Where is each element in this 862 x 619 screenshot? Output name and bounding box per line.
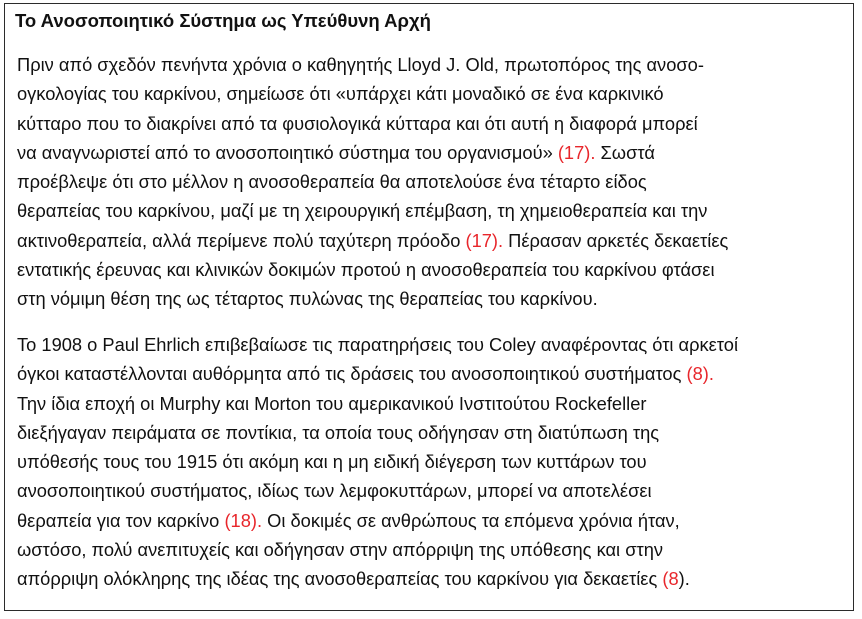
text-segment: θεραπείας του καρκίνου, μαζί με τη χειρουργική επέμβαση, τη χημειοθεραπεία και την: [17, 200, 708, 222]
text-line: [17, 167, 849, 196]
text-segment: προέβλεψε ότι στο μέλλον η ανοσοθεραπεία θα αποτελούσε ένα τέταρτο είδος: [17, 171, 647, 193]
text-line: [17, 255, 849, 284]
text-line: [17, 476, 849, 505]
text-segment: στη νόμιμη θέση της ως τέταρτος πυλώνας της θεραπείας του καρκίνου.: [17, 288, 598, 310]
citation-ref: (18).: [224, 509, 263, 531]
text-line: [17, 284, 849, 313]
text-segment: ανοσοποιητικού συστήματος, ιδίως των λεμφοκυττάρων, μπορεί να αποτελέσει: [17, 480, 652, 502]
paragraph-2: [17, 330, 849, 594]
text-segment: ογκολογίας του καρκίνου, σημείωσε ότι «υπάρχει κάτι μοναδικό σε ένα καρκινικό: [17, 83, 664, 105]
text-line: [17, 50, 849, 79]
citation-ref: (17).: [465, 229, 504, 251]
text-segment: εντατικής έρευνας και κλινικών δοκιμών προτού η ανοσοθεραπεία του καρκίνου φτάσει: [17, 259, 715, 281]
text-segment: Την ίδια εποχή οι Murphy και Morton του αμερικανικού Ινστιτούτου Rockefeller: [17, 392, 647, 414]
text-line: [17, 109, 849, 138]
paragraph-1: [17, 50, 849, 314]
text-line: [17, 226, 849, 255]
text-line: [17, 447, 849, 476]
text-segment: θεραπεία για τον καρκίνο: [17, 509, 225, 531]
text-segment: να αναγνωριστεί από το ανοσοποιητικό σύστημα του οργανισμού»: [17, 141, 558, 163]
text-line: [17, 389, 849, 418]
text-line: [17, 506, 849, 535]
text-line: [17, 418, 849, 447]
text-line: [17, 138, 849, 167]
citation-ref: (8: [662, 568, 679, 590]
text-segment: Σωστά: [595, 141, 655, 163]
text-line: [17, 535, 849, 564]
text-segment: Πέρασαν αρκετές δεκαετίες: [503, 229, 729, 251]
text-line: [17, 196, 849, 225]
text-line: [17, 564, 849, 593]
text-segment: ωστόσο, πολύ ανεπιτυχείς και οδήγησαν στην απόρριψη της υπόθεσης και στην: [17, 539, 664, 561]
text-segment: διεξήγαγαν πειράματα σε ποντίκια, τα οποία τους οδήγησαν στη διατύπωση της: [17, 421, 660, 443]
citation-ref: (17).: [557, 141, 596, 163]
text-segment: ακτινοθεραπεία, αλλά περίμενε πολύ ταχύτερη πρόοδο: [17, 229, 466, 251]
text-line: [17, 359, 849, 388]
text-segment: απόρριψη ολόκληρης της ιδέας της ανοσοθεραπείας του καρκίνου για δεκαετίες: [17, 568, 663, 590]
text-segment: κύτταρο που το διακρίνει από τα φυσιολογικά κύτταρα και ότι αυτή η διαφορά μπορεί: [17, 112, 698, 134]
text-segment: υπόθεσής τους του 1915 ότι ακόμη και η μη ειδική διέγερση των κυττάρων του: [17, 451, 647, 473]
text-segment: Οι δοκιμές σε ανθρώπους τα επόμενα χρόνια ήταν,: [262, 509, 680, 531]
text-segment: ).: [678, 568, 690, 590]
citation-ref: (8).: [686, 363, 714, 385]
text-segment: Το 1908 ο Paul Ehrlich επιβεβαίωσε τις παρατηρήσεις του Coley αναφέροντας ότι αρκετοί: [17, 334, 739, 355]
text-line: [17, 79, 849, 108]
text-segment: όγκοι καταστέλλονται αυθόρμητα από τις δράσεις του ανοσοποιητικού συστήματος: [17, 363, 687, 385]
section-title: Το Ανοσοποιητικό Σύστημα ως Υπεύθυνη Αρχή: [15, 10, 431, 31]
text-line: [17, 330, 849, 359]
text-box: [4, 3, 854, 611]
text-segment: Πριν από σχεδόν πενήντα χρόνια ο καθηγητής Lloyd J. Old, πρωτοπόρος της ανοσο-: [17, 54, 704, 75]
